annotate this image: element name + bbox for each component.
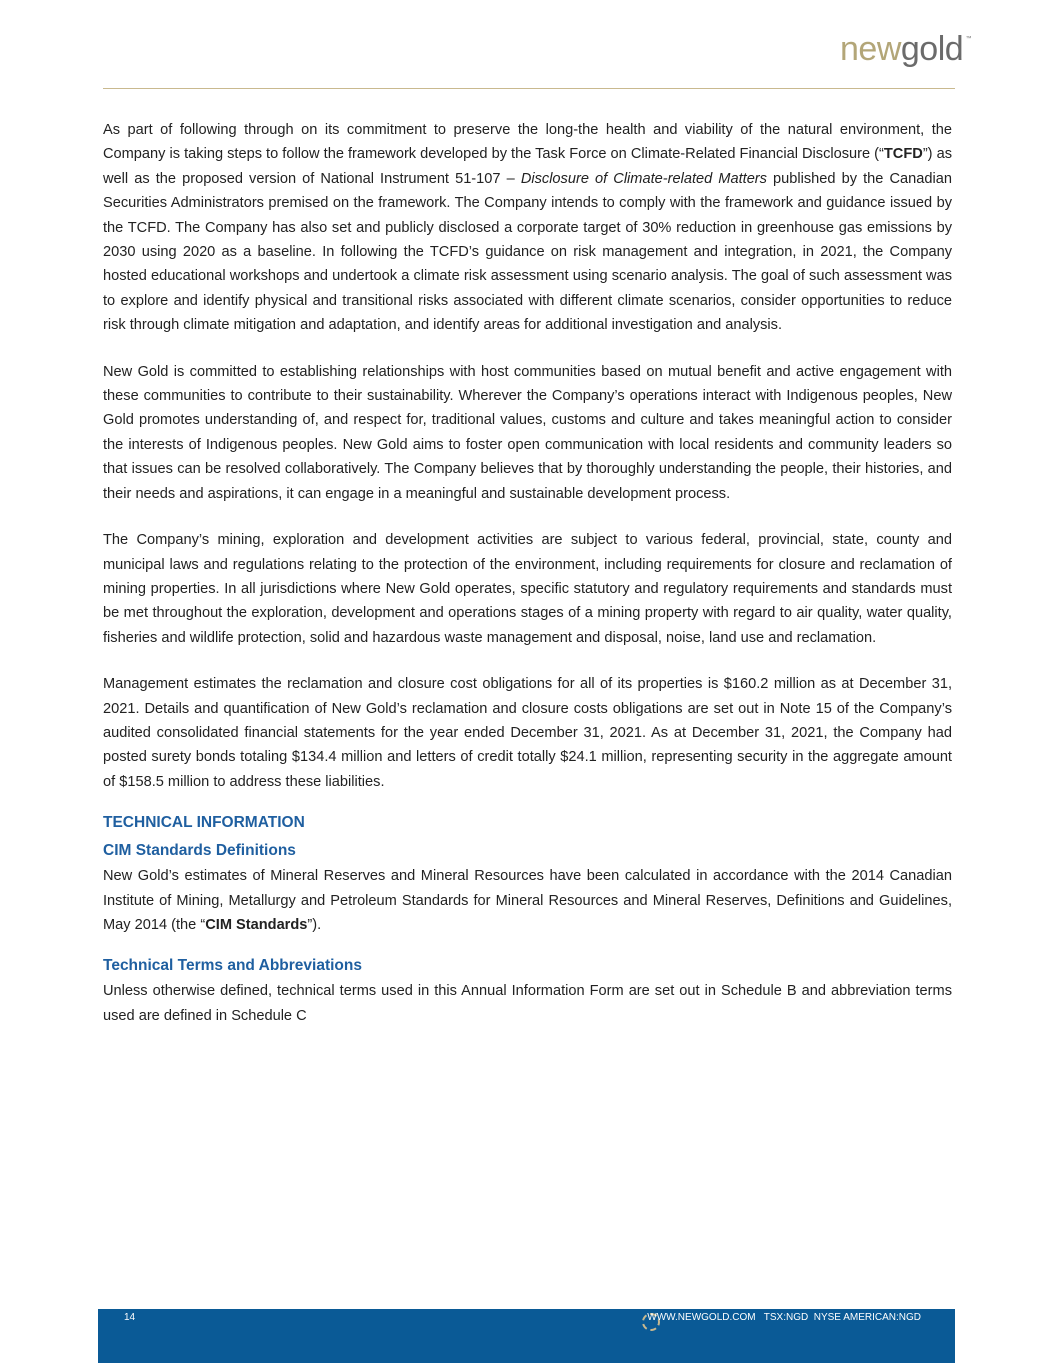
paragraph-terms: Unless otherwise defined, technical terms used in this Annual Information Form are set out in Schedule B and abbreviation terms used are defined in Schedule C bbox=[103, 983, 952, 1024]
heading-technical-terms: Technical Terms and Abbreviations bbox=[103, 957, 362, 975]
heading-technical-information: TECHNICAL INFORMATION bbox=[103, 814, 305, 832]
footer-website: WWW.NEWGOLD.COM TSX:NGD NYSE AMERICAN:NGD bbox=[647, 1312, 921, 1323]
paragraph-communities: New Gold is committed to establishing relationships with host communities based on mutual benefit and active engagement with these communities to contribute to their sustainability. Wherever the Company’s operations interact with Indigenous peoples, New Gold promotes understanding of, and respect for, traditional values, customs and culture and takes meaningful action to consider the interests of Indigenous peoples. New Gold aims to foster open communication with local residents and community leaders so that issues can be resolved collaboratively. The Company believes that by thoroughly understanding the people, their histories, and their needs and aspirations, it can engage in a meaningful and sustainable development process. bbox=[103, 363, 952, 502]
paragraph-regulations: The Company’s mining, exploration and development activities are subject to various federal, provincial, state, county and municipal laws and regulations relating to the protection of the environment, including requirements for closure and reclamation of mining properties. In all jurisdictions where New Gold operates, specific statutory and regulatory requirements and standards must be met throughout the exploration, development and operations stages of a mining property with regard to air quality, water quality, fisheries and wildlife protection, solid and hazardous waste management and disposal, noise, land use and reclamation. bbox=[103, 532, 952, 646]
header-rule bbox=[103, 88, 955, 89]
paragraph-reclamation: Management estimates the reclamation and closure cost obligations for all of its properties is $160.2 million as at December 31, 2021. Details and quantification of New Gold’s reclamation and closure costs obligations are set out in Note 15 of the Company’s audited consolidated financial statements for the year ended December 31, 2021. As at December 31, 2021, the Company had posted surety bonds totaling $134.4 million and letters of credit totally $24.1 million, representing security in the aggregate amount of $158.5 million to address these liabilities. bbox=[103, 676, 952, 790]
document-body bbox=[103, 118, 952, 1050]
paragraph-climate: As part of following through on its commitment to preserve the long-the health and viability of the natural environment, the Company is taking steps to follow the framework developed by the Task Force on Climate-Related Financial Disclosure (“TCFD”) as well as the proposed version of National Instrument 51-107 – Disclosure of Climate-related Matters published by the Canadian Securities Administrators premised on the framework. The Company intends to comply with the framework and guidance issued by the TCFD. The Company has also set and publicly disclosed a corporate target of 30% reduction in greenhouse gas emissions by 2030 using 2020 as a baseline. In following the TCFD’s guidance on risk management and integration, in 2021, the Company hosted educational workshops and undertook a climate risk assessment using scenario analysis. The goal of such assessment was to explore and identify physical and transitional risks associated with different climate scenarios, consider opportunities to reduce risk through climate mitigation and adaptation, and identify areas for additional investigation and analysis. bbox=[103, 122, 953, 334]
heading-cim-standards: CIM Standards Definitions bbox=[103, 842, 296, 860]
page-number: 14 bbox=[124, 1312, 136, 1323]
paragraph-cim: New Gold’s estimates of Mineral Reserves and Mineral Resources have been calculated in accordance with the 2014 Canadian Institute of Mining, Metallurgy and Petroleum Standards for Mineral Resources and Mineral Reserves, Definitions and Guidelines, May 2014 (the “CIM Standards”). bbox=[103, 868, 952, 933]
footer-bar bbox=[98, 1309, 955, 1363]
newgold-logo: newgold ™ bbox=[840, 30, 972, 68]
